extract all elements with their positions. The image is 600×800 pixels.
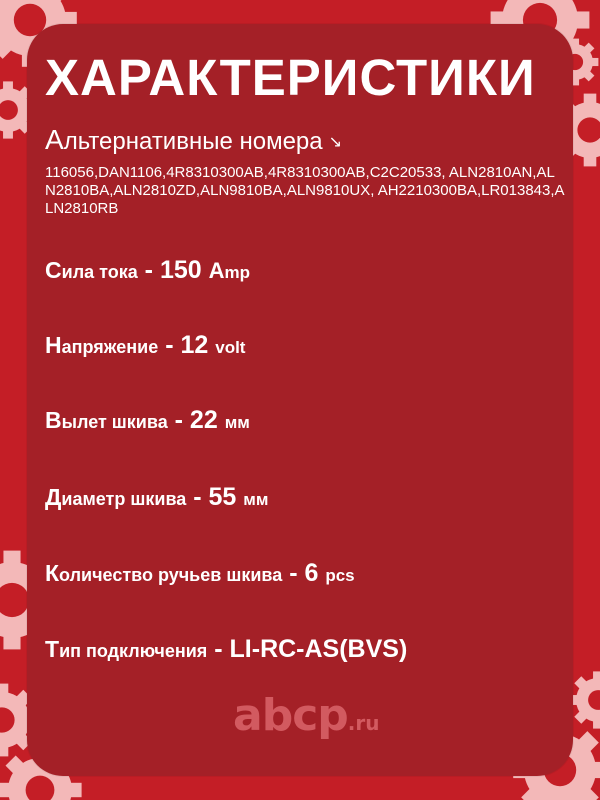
spec-pulley-diameter: Диаметр шкива - 55 мм [45,483,269,511]
alternative-numbers-list: 116056,DAN1106,4R8310300AB,4R8310300AB,C2C20533, ALN2810AN,ALN2810BA,ALN2810ZD,ALN9810BA,ALN9810UX, AH2210300BA,LR013843,ALN2810RB [45,164,565,217]
spec-connection-type: Тип подключения - LI-RC-AS(BVS) [45,635,408,663]
spec-pulley-offset: Вылет шкива - 22 мм [45,406,250,434]
gear-icon [569,671,600,728]
alternative-numbers-heading: Альтернативные номера ↘ [45,124,343,155]
page-title: ХАРАКТЕРИСТИКИ [45,49,536,106]
spec-pulley-grooves: Количество ручьев шкива - 6 pcs [45,559,355,587]
abcp-logo: abcp.ru [233,690,380,741]
spec-voltage: Напряжение - 12 volt [45,331,246,359]
arrow-down-right-icon: ↘ [328,134,343,151]
spec-current: Сила тока - 150 Amp [45,256,251,284]
